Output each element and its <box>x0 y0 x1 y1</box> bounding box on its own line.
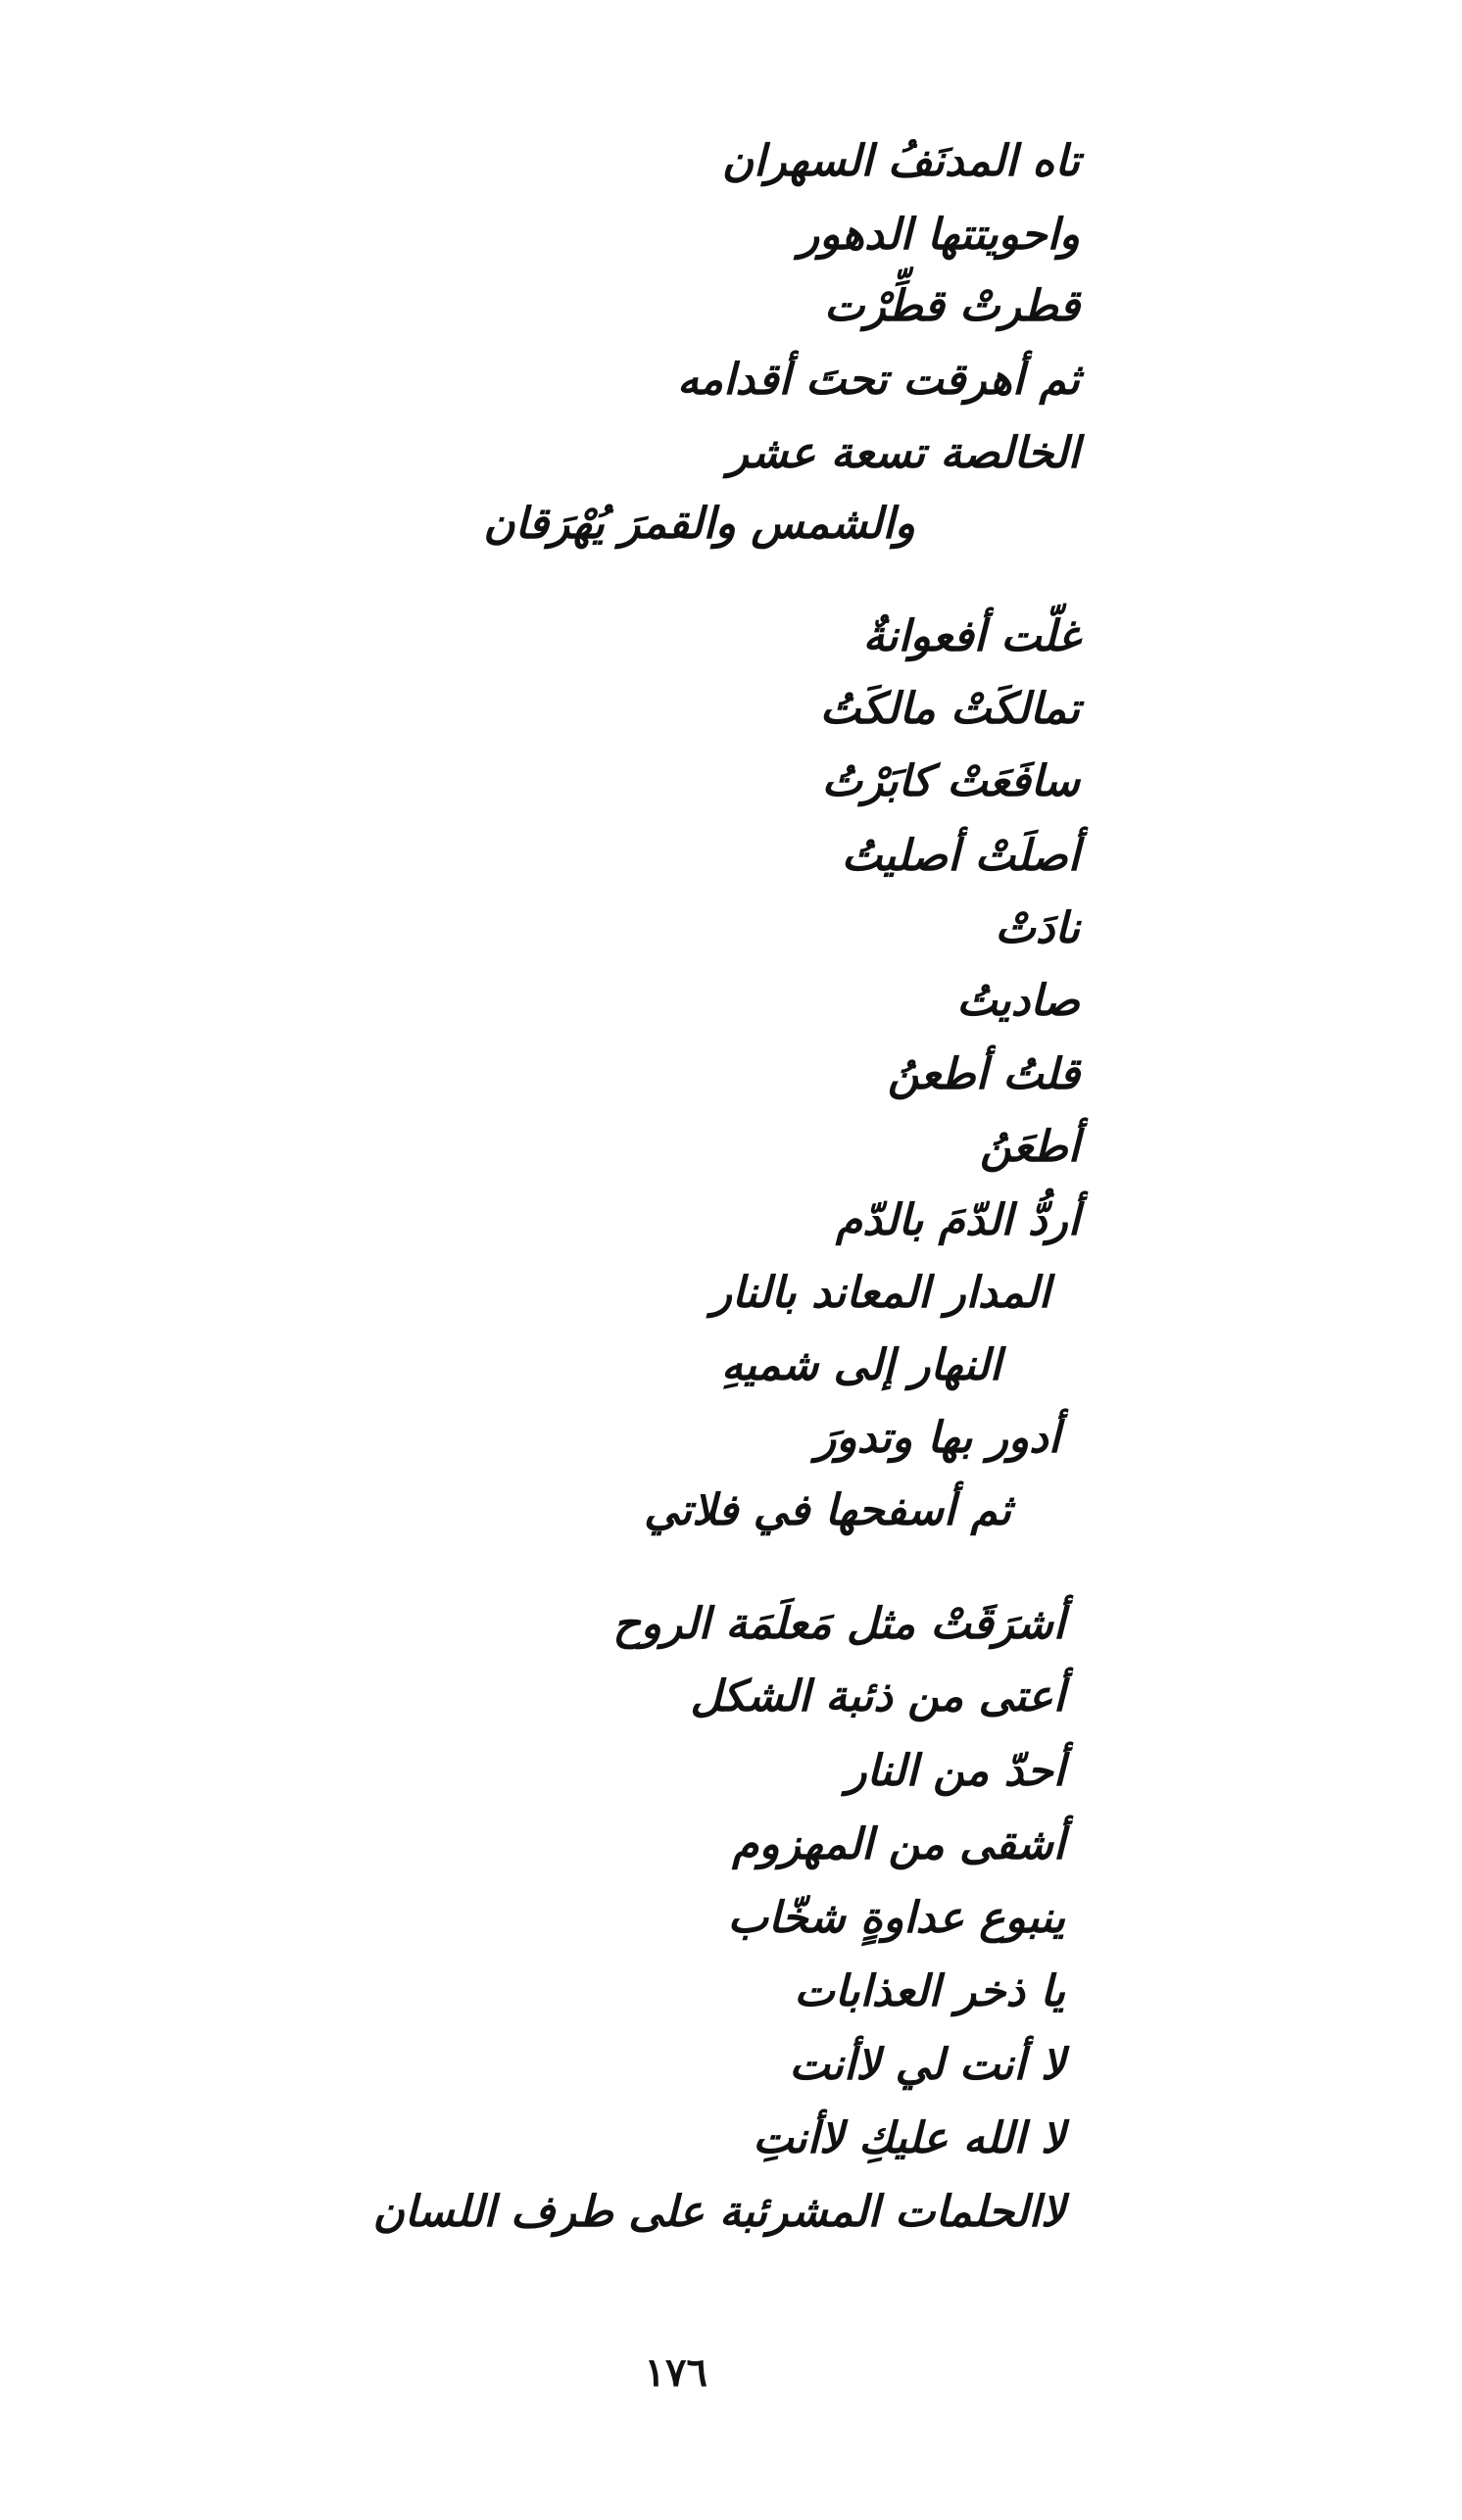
poem-line: صاديتُ <box>956 976 1080 1026</box>
poem-line: النهار إلى شميهِ <box>721 1340 1001 1390</box>
poem-line: يا ذخر العذابات <box>794 1966 1065 2016</box>
page-number: ١٧٦ <box>644 2350 707 2396</box>
poem-line: أدور بها وتدورَ <box>815 1413 1060 1463</box>
poem-line: واحويتتها الدهور <box>798 210 1080 260</box>
poem-line: الخالصة تسعة عشر <box>727 428 1080 478</box>
poem-line: تمالكَتْ مالكَتُ <box>819 684 1080 734</box>
poem-line: أردُّ الدّمَ بالدّم <box>835 1195 1080 1245</box>
poem-line: ينبوع عداوةٍ شخّاب <box>727 1893 1065 1943</box>
poem-line: قلتُ أطعنُ <box>887 1049 1080 1099</box>
poem-line: والشمس والقمرَ يُهْرَقان <box>483 499 915 549</box>
poem-line: أصلَتْ أصليتُ <box>841 831 1080 881</box>
poem-line: أشقى من المهزوم <box>732 1819 1065 1869</box>
poem-line: أطعَنُ <box>980 1122 1080 1172</box>
poem-line: لا الله عليكِ لاأنتِ <box>753 2113 1065 2163</box>
poem-line: أشرَقَتْ مثل مَعلَمَة الروح <box>612 1599 1065 1649</box>
poem-line: تاه المدنَفُ السهران <box>721 136 1080 186</box>
poem-line: أحدّ من النار <box>846 1746 1065 1796</box>
poem-line: لا أنت لي لاأنت <box>789 2040 1065 2090</box>
poem-line: أعتى من ذئبة الشكل <box>690 1672 1065 1721</box>
poem-line: ثم أهرقت تحتَ أقدامه <box>676 355 1080 405</box>
poem-line: ثم أسفحها في فلاتي <box>644 1485 1011 1535</box>
poem-line: نادَتْ <box>995 903 1080 953</box>
poem-line: لاالحلمات المشرئبة على طرف اللسان <box>372 2187 1065 2237</box>
poem-line: قطرتْ قطِّرْت <box>824 281 1080 331</box>
poem-line: المدار المعاند بالنار <box>710 1268 1050 1318</box>
poem-line: غلّت أفعوانةٌ <box>862 611 1080 661</box>
poem-line: سافَعَتْ كابَرْتُ <box>821 756 1080 806</box>
